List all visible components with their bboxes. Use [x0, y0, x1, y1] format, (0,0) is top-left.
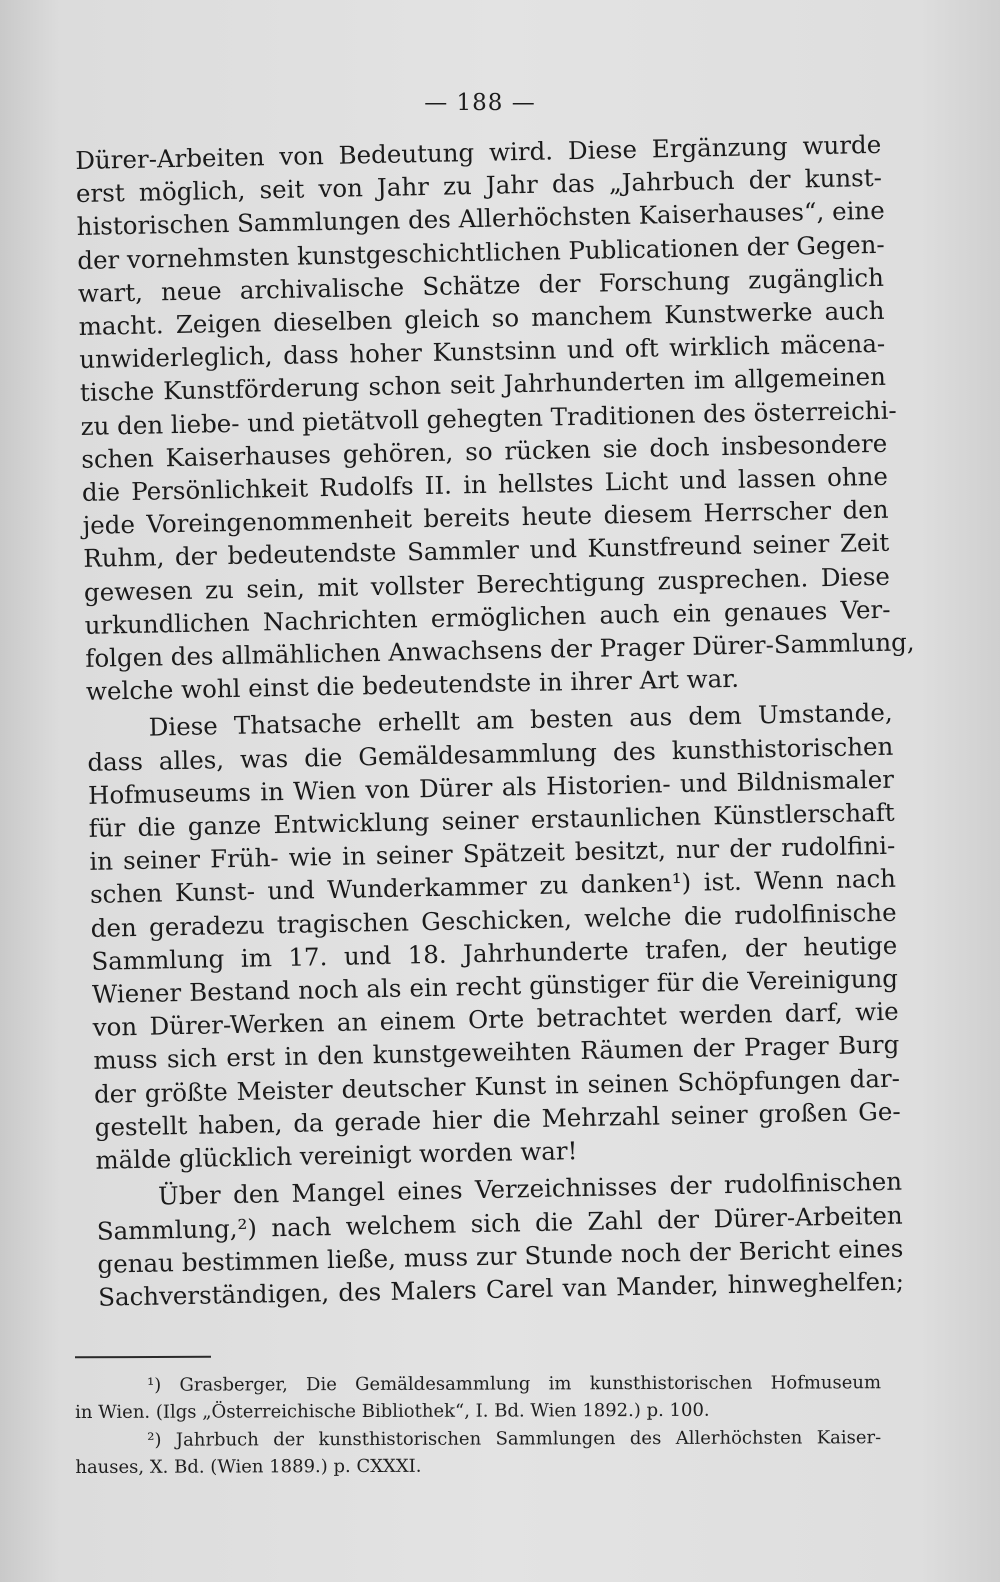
- text-line: macht. Zeigen dieselben gleich so manchem Kunstwerke auch: [78, 295, 885, 341]
- footnote-line: ¹) Grasberger, Die Gemäldesammlung im kunsthistorischen Hofmuseum: [147, 1372, 882, 1396]
- text-line: der vornehmsten kunstgeschichtlichen Publicationen der Gegen-: [77, 229, 885, 275]
- text-line: Sammlung im 17. und 18. Jahrhunderte trafen, der heutige: [91, 930, 898, 976]
- text-line: Sammlung,²) nach welchem sich die Zahl der Dürer-Arbeiten: [96, 1200, 903, 1246]
- text-line: schen Kunst- und Wunderkammer zu danken¹) ist. Wenn nach: [89, 864, 897, 910]
- paragraph-3: [96, 1165, 905, 1314]
- footnotes: [75, 1369, 881, 1481]
- text-line: Über den Mangel eines Verzeichnisses der rudolfinischen: [157, 1166, 903, 1211]
- text-line: gewesen zu sein, mit vollster Berechtigung zusprechen. Diese: [83, 561, 891, 607]
- text-line: wart, neue archivalische Schätze der Forschung zugänglich: [77, 262, 885, 308]
- text-line: urkundlichen Nachrichten ermöglichen auch ein genaues Ver-: [84, 594, 891, 640]
- text-line: Hofmuseums in Wien von Dürer als Historien- und Bildnismaler: [87, 764, 895, 810]
- text-line: zu den liebe- und pietätvoll gehegten Traditionen des österreichi-: [80, 395, 897, 441]
- page-number: — 188 —: [424, 90, 536, 116]
- text-line: unwiderleglich, dass hoher Kunstsinn und oft wirklich mäcena-: [79, 329, 886, 375]
- text-line: gestellt haben, da gerade hier die Mehrzahl seiner großen Ge-: [94, 1096, 901, 1142]
- text-line: den geradezu tragischen Geschicken, welche die rudolfinische: [90, 897, 897, 943]
- footnote-divider: [75, 1356, 211, 1358]
- text-line: welche wohl einst die bedeutendste in ihrer Art war.: [85, 664, 740, 707]
- text-line: Dürer-Arbeiten von Bedeutung wird. Diese Ergänzung wurde: [75, 129, 882, 175]
- footnote-line: hauses, X. Bd. (Wien 1889.) p. CXXXI.: [75, 1456, 422, 1479]
- paragraph-1: [75, 128, 915, 709]
- text-line: dass alles, was die Gemäldesammlung des kunsthistorischen: [87, 731, 894, 777]
- text-line: Wiener Bestand noch als ein recht günstiger für die Vereinigung: [91, 963, 899, 1009]
- text-line: historischen Sammlungen des Allerhöchsten Kaiserhauses“, eine: [76, 196, 885, 242]
- text-line: in seiner Früh- wie in seiner Spätzeit besitzt, nur der rudolfini-: [89, 830, 896, 877]
- text-line: genau bestimmen ließe, muss zur Stunde noch der Bericht eines: [97, 1233, 904, 1279]
- text-line: für die ganze Entwicklung seiner erstaunlichen Künstlerschaft: [88, 797, 895, 843]
- text-line: die Persönlichkeit Rudolfs II. in hellstes Licht und lassen ohne: [81, 461, 889, 507]
- footnote-line: ²) Jahrbuch der kunsthistorischen Sammlungen des Allerhöchsten Kaiser-: [147, 1426, 882, 1451]
- text-line: Sachverständigen, des Malers Carel van Mander, hinweghelfen;: [97, 1266, 905, 1312]
- footnote-line: in Wien. (Ilgs „Österreichische Bibliothek“, I. Bd. Wien 1892.) p. 100.: [75, 1400, 710, 1424]
- text-line: von Dürer-Werken an einem Orte betrachtet werden darf, wie: [92, 996, 899, 1043]
- text-line: folgen des allmählichen Anwachsens der Prager Dürer-Sammlung,: [85, 627, 915, 673]
- footnote-1: [75, 1369, 881, 1427]
- text-line: jede Voreingenommenheit bereits heute diesem Herrscher den: [82, 494, 889, 541]
- text-line: schen Kaiserhauses gehören, so rücken sie doch insbesondere: [81, 428, 888, 474]
- text-line: der größte Meister deutscher Kunst in seinen Schöpfungen dar-: [93, 1063, 901, 1109]
- text-line: Diese Thatsache erhellt am besten aus dem Umstande,: [148, 698, 893, 743]
- text-line: Ruhm, der bedeutendste Sammler und Kunstfreund seiner Zeit: [83, 528, 890, 574]
- footnote-2: [75, 1424, 881, 1482]
- body-text: [75, 128, 915, 1314]
- text-line: erst möglich, seit von Jahr zu Jahr das „Jahrbuch der kunst-: [75, 163, 883, 209]
- text-line: mälde glücklich vereinigt worden war!: [95, 1136, 578, 1175]
- text-line: muss sich erst in den kunstgeweihten Räumen der Prager Burg: [93, 1030, 900, 1076]
- text-line: tische Kunstförderung schon seit Jahrhunderten im allgemeinen: [79, 362, 887, 408]
- paragraph-2: [86, 696, 901, 1177]
